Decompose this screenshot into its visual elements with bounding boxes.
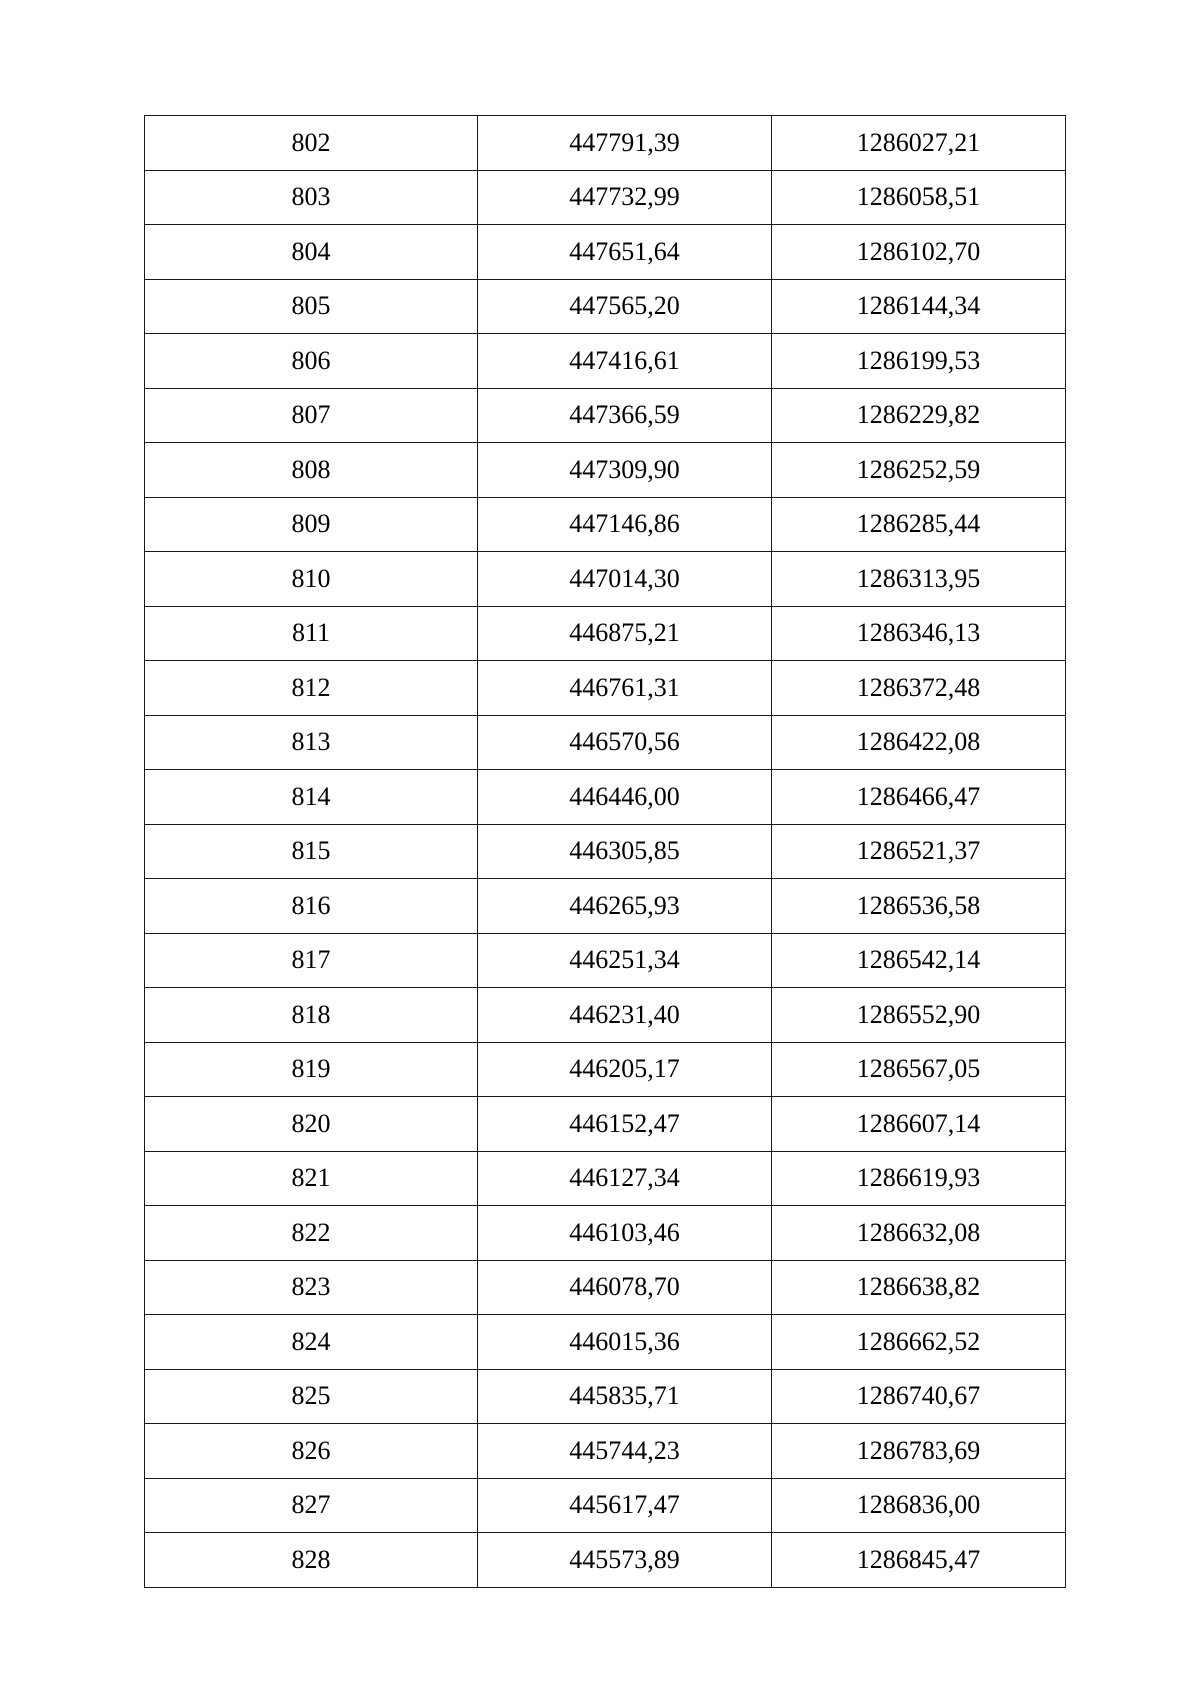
x-coordinate-cell: 446152,47: [478, 1097, 772, 1152]
point-number-cell: 818: [145, 988, 478, 1043]
x-coordinate-cell: 445744,23: [478, 1424, 772, 1479]
x-coordinate-cell: 447014,30: [478, 552, 772, 607]
x-coordinate-cell: 446127,34: [478, 1151, 772, 1206]
y-coordinate-cell: 1286199,53: [772, 334, 1066, 389]
point-number-cell: 802: [145, 116, 478, 171]
point-number-cell: 824: [145, 1315, 478, 1370]
table-row: [145, 334, 1066, 389]
y-coordinate-cell: 1286422,08: [772, 715, 1066, 770]
point-number-cell: 804: [145, 225, 478, 280]
y-coordinate-cell: 1286229,82: [772, 388, 1066, 443]
y-coordinate-cell: 1286783,69: [772, 1424, 1066, 1479]
point-number-cell: 821: [145, 1151, 478, 1206]
table-row: [145, 1315, 1066, 1370]
point-number-cell: 828: [145, 1533, 478, 1588]
table-row: [145, 879, 1066, 934]
coordinates-table-body: [145, 116, 1066, 1588]
table-row: [145, 1260, 1066, 1315]
table-row: [145, 770, 1066, 825]
x-coordinate-cell: 446015,36: [478, 1315, 772, 1370]
table-row: [145, 661, 1066, 716]
x-coordinate-cell: 447366,59: [478, 388, 772, 443]
x-coordinate-cell: 447565,20: [478, 279, 772, 334]
y-coordinate-cell: 1286252,59: [772, 443, 1066, 498]
y-coordinate-cell: 1286027,21: [772, 116, 1066, 171]
y-coordinate-cell: 1286285,44: [772, 497, 1066, 552]
coordinates-table: [144, 115, 1066, 1588]
x-coordinate-cell: 446205,17: [478, 1042, 772, 1097]
table-row: [145, 279, 1066, 334]
x-coordinate-cell: 446875,21: [478, 606, 772, 661]
point-number-cell: 814: [145, 770, 478, 825]
y-coordinate-cell: 1286619,93: [772, 1151, 1066, 1206]
y-coordinate-cell: 1286662,52: [772, 1315, 1066, 1370]
point-number-cell: 810: [145, 552, 478, 607]
table-row: [145, 1478, 1066, 1533]
y-coordinate-cell: 1286845,47: [772, 1533, 1066, 1588]
table-row: [145, 497, 1066, 552]
x-coordinate-cell: 445835,71: [478, 1369, 772, 1424]
y-coordinate-cell: 1286836,00: [772, 1478, 1066, 1533]
y-coordinate-cell: 1286313,95: [772, 552, 1066, 607]
point-number-cell: 815: [145, 824, 478, 879]
table-row: [145, 1369, 1066, 1424]
point-number-cell: 816: [145, 879, 478, 934]
x-coordinate-cell: 446231,40: [478, 988, 772, 1043]
x-coordinate-cell: 447651,64: [478, 225, 772, 280]
point-number-cell: 820: [145, 1097, 478, 1152]
table-row: [145, 116, 1066, 171]
point-number-cell: 819: [145, 1042, 478, 1097]
table-row: [145, 824, 1066, 879]
y-coordinate-cell: 1286144,34: [772, 279, 1066, 334]
table-row: [145, 1533, 1066, 1588]
point-number-cell: 822: [145, 1206, 478, 1261]
y-coordinate-cell: 1286372,48: [772, 661, 1066, 716]
point-number-cell: 813: [145, 715, 478, 770]
x-coordinate-cell: 446103,46: [478, 1206, 772, 1261]
x-coordinate-cell: 447791,39: [478, 116, 772, 171]
table-row: [145, 225, 1066, 280]
x-coordinate-cell: 446761,31: [478, 661, 772, 716]
table-row: [145, 1206, 1066, 1261]
y-coordinate-cell: 1286567,05: [772, 1042, 1066, 1097]
x-coordinate-cell: 445617,47: [478, 1478, 772, 1533]
point-number-cell: 809: [145, 497, 478, 552]
x-coordinate-cell: 447416,61: [478, 334, 772, 389]
table-row: [145, 933, 1066, 988]
point-number-cell: 826: [145, 1424, 478, 1479]
table-row: [145, 1424, 1066, 1479]
table-row: [145, 606, 1066, 661]
y-coordinate-cell: 1286638,82: [772, 1260, 1066, 1315]
y-coordinate-cell: 1286521,37: [772, 824, 1066, 879]
table-row: [145, 1151, 1066, 1206]
point-number-cell: 812: [145, 661, 478, 716]
y-coordinate-cell: 1286542,14: [772, 933, 1066, 988]
table-row: [145, 443, 1066, 498]
x-coordinate-cell: 446305,85: [478, 824, 772, 879]
y-coordinate-cell: 1286740,67: [772, 1369, 1066, 1424]
table-row: [145, 388, 1066, 443]
point-number-cell: 823: [145, 1260, 478, 1315]
table-row: [145, 170, 1066, 225]
x-coordinate-cell: 446078,70: [478, 1260, 772, 1315]
point-number-cell: 806: [145, 334, 478, 389]
point-number-cell: 808: [145, 443, 478, 498]
y-coordinate-cell: 1286552,90: [772, 988, 1066, 1043]
x-coordinate-cell: 446265,93: [478, 879, 772, 934]
point-number-cell: 807: [145, 388, 478, 443]
x-coordinate-cell: 447146,86: [478, 497, 772, 552]
y-coordinate-cell: 1286632,08: [772, 1206, 1066, 1261]
x-coordinate-cell: 446251,34: [478, 933, 772, 988]
point-number-cell: 805: [145, 279, 478, 334]
table-row: [145, 988, 1066, 1043]
x-coordinate-cell: 447309,90: [478, 443, 772, 498]
x-coordinate-cell: 446446,00: [478, 770, 772, 825]
y-coordinate-cell: 1286466,47: [772, 770, 1066, 825]
point-number-cell: 811: [145, 606, 478, 661]
point-number-cell: 825: [145, 1369, 478, 1424]
table-row: [145, 1097, 1066, 1152]
x-coordinate-cell: 445573,89: [478, 1533, 772, 1588]
y-coordinate-cell: 1286346,13: [772, 606, 1066, 661]
x-coordinate-cell: 447732,99: [478, 170, 772, 225]
point-number-cell: 817: [145, 933, 478, 988]
y-coordinate-cell: 1286536,58: [772, 879, 1066, 934]
point-number-cell: 827: [145, 1478, 478, 1533]
point-number-cell: 803: [145, 170, 478, 225]
table-row: [145, 1042, 1066, 1097]
y-coordinate-cell: 1286102,70: [772, 225, 1066, 280]
y-coordinate-cell: 1286607,14: [772, 1097, 1066, 1152]
y-coordinate-cell: 1286058,51: [772, 170, 1066, 225]
table-row: [145, 552, 1066, 607]
x-coordinate-cell: 446570,56: [478, 715, 772, 770]
table-row: [145, 715, 1066, 770]
